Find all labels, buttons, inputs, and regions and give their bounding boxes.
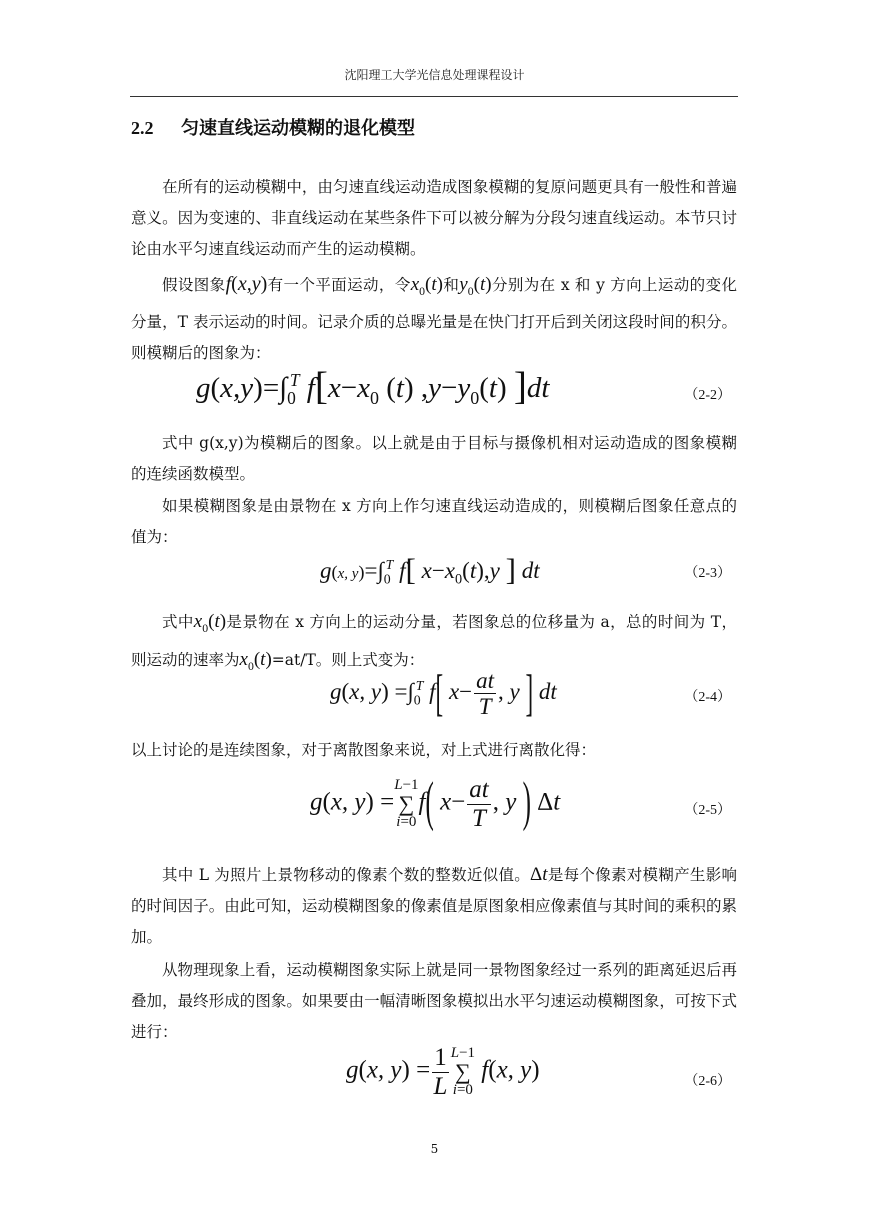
inline-math-x0t: $x_0(t)$ [410, 274, 443, 298]
equation-2-4: g(x, $y) =\int_0^T$ f[ x− $\frac{at}{T}$ , y ] dt [330, 665, 557, 721]
paragraph-6: 以上讨论的是连续图象，对于离散图象来说，对上式进行离散化得： [131, 741, 597, 759]
paragraph-7: 其中 L 为照片上景物移动的像素个数的整数近似值。Δt是每个像素对模糊产生影响的时间因子。由此可知，运动模糊图象的像素值是原图象相应像素值与其时间的乘积的累加。 [131, 864, 737, 946]
equation-label-2-5: （2-5） [684, 803, 731, 818]
equation-2-2: $g(x,y)=\int_0^T$ $f[x-x_0$ (t) $,y-y_0(t)$ ]dt [196, 365, 550, 408]
running-header: 沈阳理工大学光信息处理课程设计 [344, 68, 525, 82]
page-number: 5 [430, 1142, 439, 1156]
paragraph-2: 假设图象f(x,y)有一个平面运动，令$x_0(t)$和$y_0(t)$分别为在 x 和 y 方向上运动的变化分量，T 表示运动的时间。记录介质的总曝光量是在快门打开后到关闭这段时间的积分。则模糊后的图象为： [131, 273, 737, 362]
equation-label-2-4: （2-4） [684, 690, 731, 705]
section-heading [131, 114, 415, 140]
equation-label-2-3: （2-3） [684, 566, 731, 581]
paragraph-8: 从物理现象上看，运动模糊图象实际上就是同一景物图象经过一系列的距离延迟后再叠加，最终形成的图象。如果要由一幅清晰图象模拟出水平匀速运动模糊图象，可按下式进行： [131, 961, 737, 1041]
equation-label-2-2: （2-2） [684, 388, 731, 403]
equation-2-3: g(x, $y)=\int_0^T$ f[ $x-x_0(t),y$ ] dt [320, 552, 540, 588]
paragraph-4: 如果模糊图象是由景物在 x 方向上作匀速直线运动造成的，则模糊后图象任意点的值为： [131, 497, 737, 546]
paragraph-3: 式中 g(x,y)为模糊后的图象。以上就是由于目标与摄像机相对运动造成的图象模糊的连续函数模型。 [131, 434, 737, 483]
section-number: 2.2 [131, 118, 154, 138]
inline-math-x0t-3: $x_0(t)$ [239, 648, 272, 673]
equation-label-2-6: （2-6） [684, 1074, 731, 1089]
inline-math-y0t: $y_0(t)$ [459, 274, 492, 298]
header-rule [130, 96, 738, 97]
inline-math-delta-t: Δt [530, 864, 548, 885]
equation-2-5: g(x, y) = L−1 ∑ i=0 f( x− $\frac{at}{T}$ , y ) Δt [310, 773, 561, 833]
equation-2-6: g(x, y) = $\frac{1}{L}$ L−1 ∑ i=0 f(x, y) [346, 1044, 540, 1100]
inline-math-fxy: f(x,y) [225, 273, 268, 295]
paragraph-5: 式中$x_0(t)$是景物在 x 方向上的运动分量，若图象总的位移量为 a，总的时间为 T，则运动的速率为$x_0(t)=at/T$。则上式变为： [131, 611, 737, 673]
inline-math-x0t-2: $x_0(t)$ [193, 611, 227, 635]
section-title: 匀速直线运动模糊的退化模型 [181, 118, 415, 139]
paragraph-1: 在所有的运动模糊中，由匀速直线运动造成图象模糊的复原问题更具有一般性和普遍意义。因为变速的、非直线运动在某些条件下可以被分解为分段匀速直线运动。本节只讨论由水平匀速直线运动而产生的运动模糊。 [131, 178, 737, 258]
